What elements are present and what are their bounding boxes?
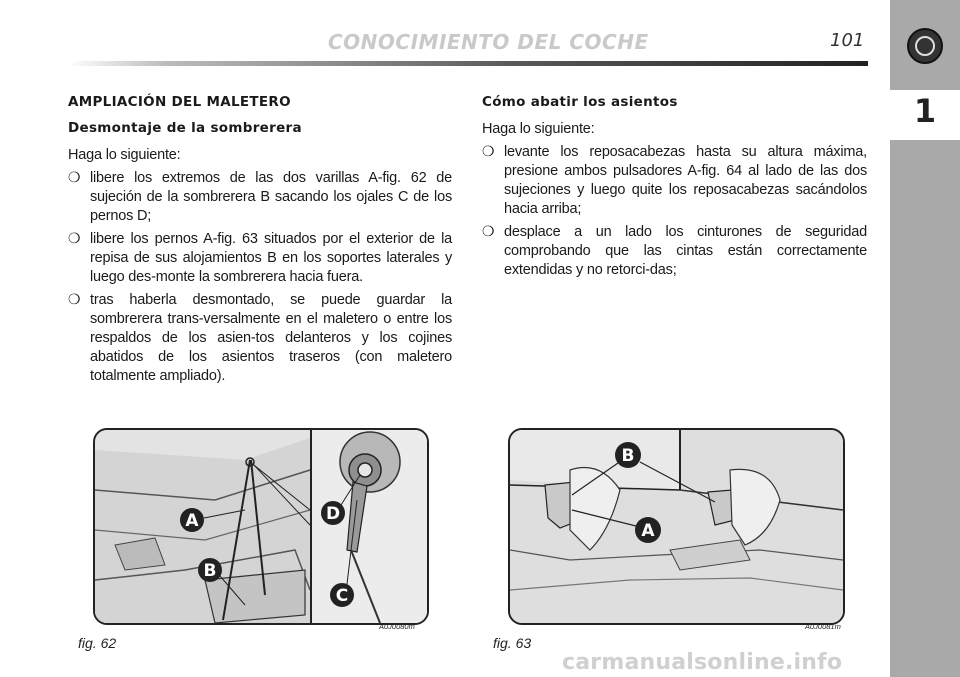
list-item <box>482 223 867 280</box>
list-item <box>68 230 452 287</box>
bullet-circle-icon: ❍ <box>482 224 495 240</box>
intro-text: Haga lo siguiente: <box>68 147 181 163</box>
list-item-text: desplace a un lado los cinturones de seguridad comprobando que las cintas están correctamente extendidas y no retorci-das; <box>504 224 867 278</box>
chapter-sidebar <box>890 0 960 677</box>
figure-62-caption: fig. 62 <box>78 635 117 651</box>
running-header-title: CONOCIMIENTO DEL COCHE <box>328 30 649 54</box>
bullet-circle-icon: ❍ <box>482 144 495 160</box>
bullet-circle-icon: ❍ <box>68 170 81 186</box>
figure-63-code: A0J0081m <box>805 622 841 631</box>
figure-63-illustration <box>508 428 845 625</box>
left-column <box>68 93 452 390</box>
section-subheading: Desmontaje de la sombrerera <box>68 120 302 136</box>
list-item <box>68 291 452 386</box>
figure-label-a: A <box>641 521 655 541</box>
list-item-text: libere los extremos de las dos varillas A-fig. 62 de sujeción de la sombrerera B sacando los ojales C de los pernos D; <box>90 170 452 224</box>
right-column <box>482 93 867 284</box>
list-item-text: levante los reposacabezas hasta su altura máxima, presione ambos pulsadores A-fig. 64 al lado de las dos sujeciones y luego quite los reposacabezas sacándolos hacia arriba; <box>504 144 867 217</box>
figure-label-c: C <box>335 586 349 606</box>
chapter-number: 1 <box>913 92 937 130</box>
section-heading: AMPLIACIÓN DEL MALETERO <box>68 94 291 110</box>
figure-label-a: A <box>185 511 199 531</box>
list-item <box>68 169 452 226</box>
figure-62-illustration <box>93 428 429 625</box>
figure-63-drawing <box>510 430 843 623</box>
figure-62-drawing <box>95 430 427 623</box>
figure-63-caption: fig. 63 <box>493 635 532 651</box>
figure-label-b: B <box>621 446 635 466</box>
list-item <box>482 143 867 219</box>
bullet-circle-icon: ❍ <box>68 292 81 308</box>
list-item-text: tras haberla desmontado, se puede guardar la sombrerera trans-versalmente en el maletero o entre los respaldos de los asien-tos delanteros y los cojines abatidos de los asientos traseros (con maletero totalmente ampliado). <box>90 292 452 384</box>
alfa-romeo-badge-icon <box>907 28 943 64</box>
figure-62-code: A0J0080m <box>379 622 415 631</box>
figure-label-d: D <box>325 504 341 524</box>
intro-text: Haga lo siguiente: <box>482 121 595 137</box>
watermark: carmanualsonline.info <box>562 650 843 675</box>
section-subheading: Cómo abatir los asientos <box>482 94 678 110</box>
header-rule <box>68 61 868 66</box>
list-item-text: libere los pernos A-fig. 63 situados por el exterior de la repisa de sus alojamientos B en los soportes laterales y luego des-monte la sombrerera hacia fuera. <box>90 231 452 285</box>
bullet-circle-icon: ❍ <box>68 231 81 247</box>
page-number: 101 <box>830 30 865 51</box>
figure-label-b: B <box>203 561 217 581</box>
